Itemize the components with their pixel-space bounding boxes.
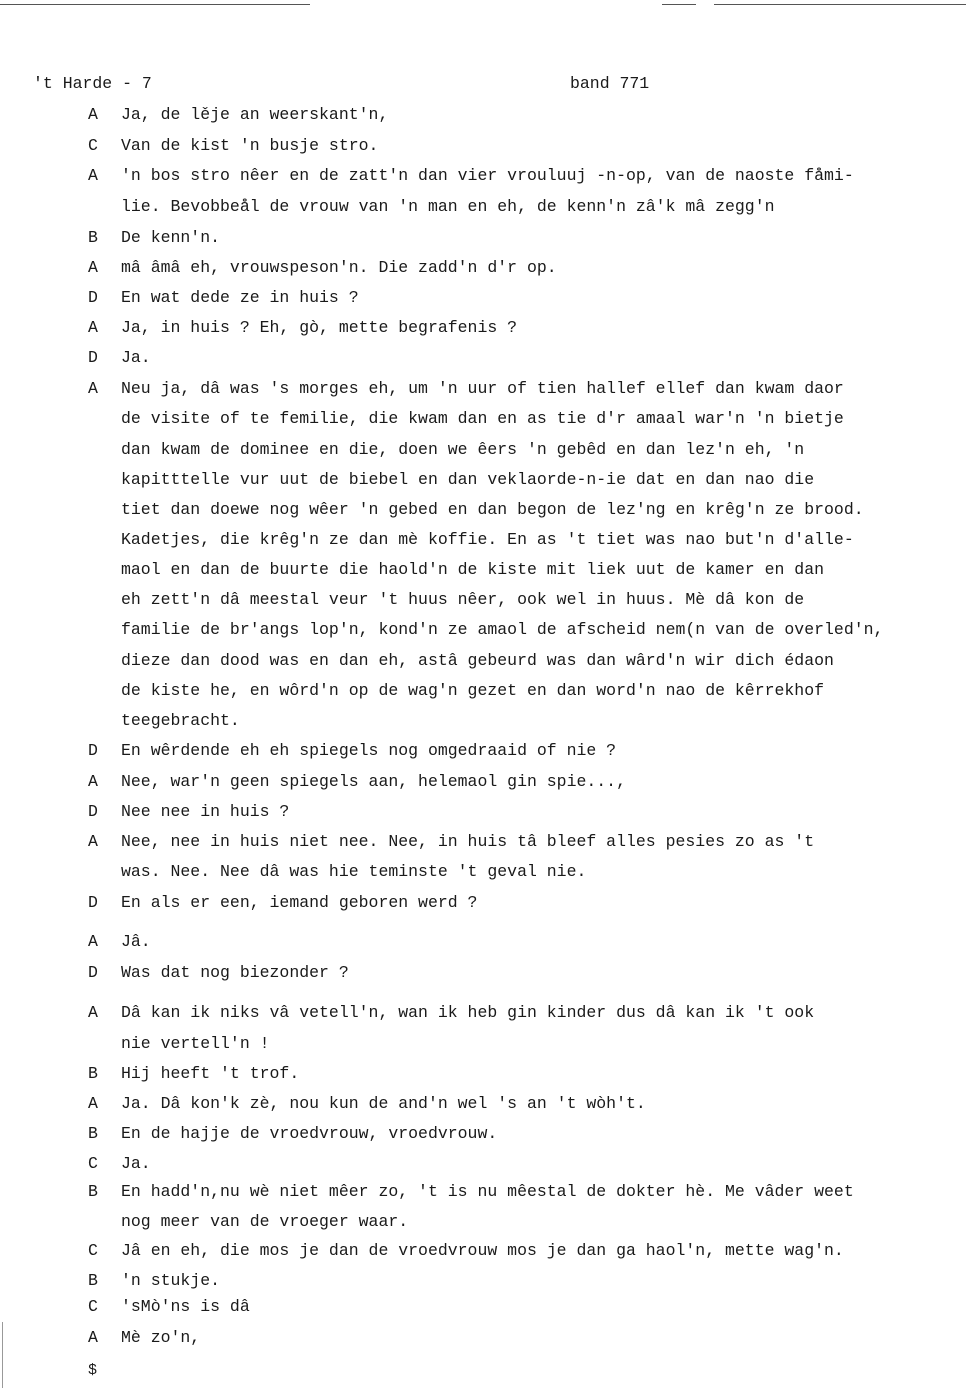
speaker-label: D [88, 963, 98, 982]
line-text: de kiste he, en wôrd'n op de wag'n gezet en dan word'n nao de kêrrekhof [121, 681, 825, 700]
line-text: En als er een, iemand geboren werd ? [121, 893, 478, 912]
speaker-label: B [88, 1271, 98, 1290]
top-rule-right-b [714, 4, 966, 5]
transcript-line [0, 832, 966, 856]
transcript-line [0, 590, 966, 614]
transcript-line [0, 258, 966, 282]
transcript-line [0, 711, 966, 735]
line-text: nog meer van de vroeger waar. [121, 1212, 409, 1231]
line-text: En de hajje de vroedvrouw, vroedvrouw. [121, 1124, 498, 1143]
transcript-line [0, 318, 966, 342]
line-text: 'n bos stro nêer en de zatt'n dan vier vrouluuj -n-op, van de naoste fåmi- [121, 166, 854, 185]
page-header [0, 74, 966, 98]
line-text: Ja, in huis ? Eh, gò, mette begrafenis ? [121, 318, 518, 337]
transcript-line [0, 1003, 966, 1027]
transcript-line [0, 1212, 966, 1236]
speaker-label: C [88, 1297, 98, 1316]
transcript-line [0, 620, 966, 644]
transcript-line [0, 1034, 966, 1058]
speaker-label: A [88, 105, 98, 124]
line-text: was. Nee. Nee dâ was hie teminste 't geval nie. [121, 862, 587, 881]
transcript-line [0, 1094, 966, 1118]
speaker-label: A [88, 318, 98, 337]
speaker-label: A [88, 932, 98, 951]
speaker-label: A [88, 1003, 98, 1022]
transcript-line [0, 530, 966, 554]
transcript-line [0, 379, 966, 403]
transcript-line [0, 1182, 966, 1206]
speaker-label: D [88, 348, 98, 367]
speaker-label: D [88, 893, 98, 912]
line-text: tiet dan doewe nog wêer 'n gebed en dan begon de lez'ng en krêg'n ze brood. [121, 500, 864, 519]
speaker-label: A [88, 258, 98, 277]
transcript-line [0, 1124, 966, 1148]
speaker-label: C [88, 1241, 98, 1260]
line-text: teegebracht. [121, 711, 240, 730]
line-text: Was dat nog biezonder ? [121, 963, 349, 982]
transcript-line [0, 862, 966, 886]
transcript-line [0, 1154, 966, 1178]
line-text: Neu ja, dâ was 's morges eh, um 'n uur of tien hallef ellef dan kwam daor [121, 379, 844, 398]
transcript-line [0, 409, 966, 433]
transcript-line [0, 288, 966, 312]
transcript-line [0, 1328, 966, 1352]
line-text: Nee nee in huis ? [121, 802, 290, 821]
speaker-label: D [88, 288, 98, 307]
transcript-line [0, 560, 966, 584]
line-text: En wat dede ze in huis ? [121, 288, 359, 307]
transcript-line [0, 893, 966, 917]
speaker-label: B [88, 1124, 98, 1143]
transcript-line [0, 348, 966, 372]
transcript-line [0, 1064, 966, 1088]
line-text: De kenn'n. [121, 228, 221, 247]
transcript-line [0, 228, 966, 252]
speaker-label: A [88, 832, 98, 851]
line-text: Nee, nee in huis niet nee. Nee, in huis tâ bleef alles pesies zo as 't [121, 832, 815, 851]
transcript-line [0, 1271, 966, 1295]
line-text: 'sMò'ns is dâ [121, 1297, 250, 1316]
transcript-line [0, 1241, 966, 1265]
transcript-line [0, 963, 966, 987]
line-text: de visite of te femilie, die kwam dan en as tie d'r amaal war'n 'n bietje [121, 409, 844, 428]
top-rule-right-a [662, 4, 696, 5]
line-text: Jâ en eh, die mos je dan de vroedvrouw mos je dan ga haol'n, mette wag'n. [121, 1241, 844, 1260]
line-text: nie vertell'n ! [121, 1034, 270, 1053]
transcript-line [0, 772, 966, 796]
line-text: Van de kist 'n busje stro. [121, 136, 379, 155]
page-title: 't Harde - 7 [33, 74, 152, 93]
transcript-line [0, 166, 966, 190]
margin-mark: $ [88, 1362, 98, 1379]
line-text: Ja. Dâ kon'k zè, nou kun de and'n wel 's an 't wòh't. [121, 1094, 646, 1113]
transcript-line [0, 1297, 966, 1321]
line-text: lie. Bevobbeål de vrouw van 'n man en eh, de kenn'n zâ'k mâ zegg'n [121, 197, 775, 216]
transcript-line [0, 681, 966, 705]
line-text: Ja. [121, 1154, 151, 1173]
transcript-line [0, 932, 966, 956]
transcript-line [0, 197, 966, 221]
transcript-line [0, 136, 966, 160]
speaker-label: A [88, 772, 98, 791]
speaker-label: A [88, 379, 98, 398]
line-text: Ja, de lěje an weerskant'n, [121, 105, 389, 124]
transcript-line [0, 440, 966, 464]
line-text: En hadd'n,nu wè niet mêer zo, 't is nu mêestal de dokter hè. Me vâder weet [121, 1182, 854, 1201]
speaker-label: A [88, 1328, 98, 1347]
speaker-label: B [88, 1064, 98, 1083]
line-text: En wêrdende eh eh spiegels nog omgedraaid of nie ? [121, 741, 617, 760]
line-text: eh zett'n dâ meestal veur 't huus nêer, ook wel in huus. Mè dâ kon de [121, 590, 805, 609]
line-text: Nee, war'n geen spiegels aan, helemaol gin spie..., [121, 772, 626, 791]
line-text: Mè zo'n, [121, 1328, 201, 1347]
line-text: dieze dan dood was en dan eh, astâ gebeurd was dan wârd'n wir dich édaon [121, 651, 834, 670]
speaker-label: C [88, 1154, 98, 1173]
speaker-label: B [88, 1182, 98, 1201]
top-rule-left [0, 4, 310, 5]
line-text: Ja. [121, 348, 151, 367]
transcript-line [0, 105, 966, 129]
line-text: 'n stukje. [121, 1271, 221, 1290]
transcript-line [0, 741, 966, 765]
speaker-label: D [88, 741, 98, 760]
line-text: familie de br'angs lop'n, kond'n ze amaol de afscheid nem(n van de overled'n, [121, 620, 884, 639]
line-text: Dâ kan ik niks vâ vetell'n, wan ik heb gin kinder dus dâ kan ik 't ook [121, 1003, 815, 1022]
speaker-label: B [88, 228, 98, 247]
speaker-label: D [88, 802, 98, 821]
line-text: mâ âmâ eh, vrouwspeson'n. Die zadd'n d'r op. [121, 258, 557, 277]
line-text: Hij heeft 't trof. [121, 1064, 300, 1083]
line-text: Jâ. [121, 932, 151, 951]
line-text: kapitttelle vur uut de biebel en dan veklaorde-n-ie dat en dan nao die [121, 470, 815, 489]
line-text: Kadetjes, die krêg'n ze dan mè koffie. En as 't tiet was nao but'n d'alle- [121, 530, 854, 549]
band-number: band 771 [570, 74, 650, 93]
transcript-line [0, 470, 966, 494]
line-text: maol en dan de buurte die haold'n de kiste mit liek uut de kamer en dan [121, 560, 825, 579]
speaker-label: A [88, 1094, 98, 1113]
transcript-line [0, 651, 966, 675]
transcript-line [0, 500, 966, 524]
speaker-label: A [88, 166, 98, 185]
speaker-label: C [88, 136, 98, 155]
line-text: dan kwam de dominee en die, doen we êers 'n gebêd en dan lez'n eh, 'n [121, 440, 805, 459]
transcript-line [0, 802, 966, 826]
